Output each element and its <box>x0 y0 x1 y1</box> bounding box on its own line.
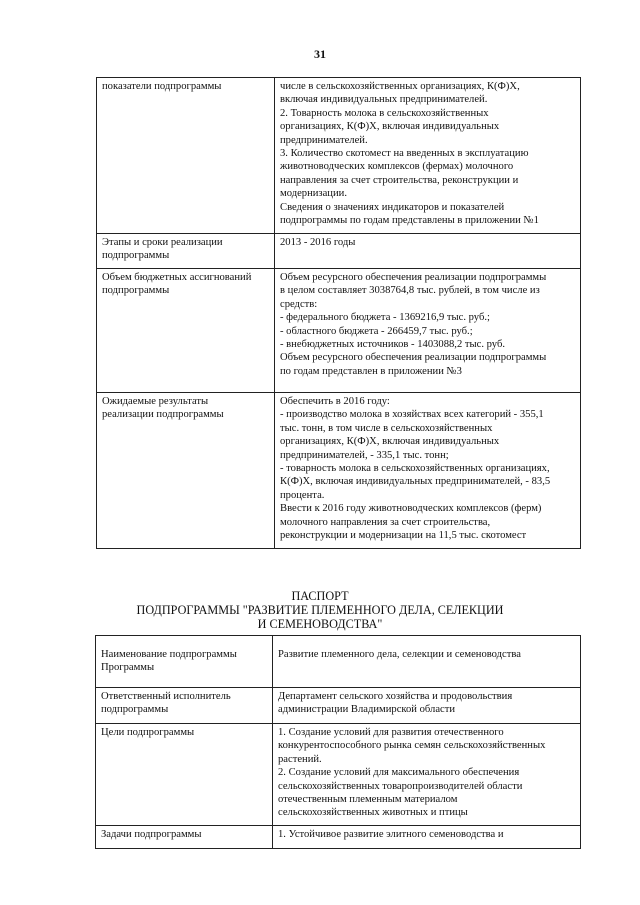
text-line: молочного направления за счет строительства, <box>280 516 491 528</box>
row-label <box>97 269 275 393</box>
text-line: показатели подпрограммы <box>102 81 222 92</box>
text-line: 1. Устойчивое развитие элитного семеноводства и <box>278 829 504 840</box>
table-row <box>97 393 581 549</box>
text-line: администрации Владимирской области <box>278 704 456 716</box>
row-content <box>273 636 581 688</box>
row-content <box>275 393 581 549</box>
text-line: 2013 - 2016 годы <box>280 237 356 248</box>
row-content <box>275 269 581 393</box>
passport-table <box>95 635 581 849</box>
text-line: К(Ф)Х, включая индивидуальных предпринимателей, - 83,5 <box>280 476 551 488</box>
row-content <box>273 688 581 724</box>
row-label <box>96 826 273 849</box>
text-line: Этапы и сроки реализации <box>102 237 223 248</box>
text-line: - областного бюджета - 266459,7 тыс. руб.; <box>280 325 473 337</box>
row-label <box>97 393 275 549</box>
text-line: 2. Создание условий для максимального обеспечения <box>278 767 520 779</box>
row-label <box>97 234 275 269</box>
text-line: средств: <box>280 298 318 310</box>
text-line: конкурентоспособного рынка семян сельскохозяйственных <box>278 740 546 752</box>
text-line: процента. <box>280 489 325 501</box>
table-row <box>97 234 581 269</box>
row-label <box>96 688 273 724</box>
text-line: направления за счет строительства, реконструкции и <box>280 174 519 186</box>
text-line: реконструкции и модернизации на 11,5 тыс. скотомест <box>280 530 527 542</box>
row-content <box>273 826 581 849</box>
text-line: животноводческих комплексов (фермах) молочного <box>280 161 514 173</box>
text-line: Обеспечить в 2016 году: <box>280 396 390 407</box>
row-label <box>96 636 273 688</box>
text-line: растений. <box>278 753 322 765</box>
text-line: Ввести к 2016 году животноводческих комплексов (ферм) <box>280 503 542 515</box>
table-row <box>96 724 581 826</box>
text-line: - внебюджетных источников - 1403088,2 тыс. руб. <box>280 339 506 351</box>
subprogram-table-continued <box>96 77 581 549</box>
text-line: подпрограммы <box>101 704 169 716</box>
page-number: 31 <box>314 47 326 61</box>
row-content <box>273 724 581 826</box>
text-line: организациях, К(Ф)Х, включая индивидуальных <box>280 121 500 133</box>
text-line: подпрограммы по годам представлены в приложении №1 <box>280 215 539 227</box>
text-line: реализации подпрограммы <box>102 409 224 421</box>
text-line: сельскохозяйственных животных и птицы <box>278 807 468 819</box>
text-line: организациях, К(Ф)Х, включая индивидуальных <box>280 436 500 448</box>
row-content <box>275 78 581 234</box>
table-row <box>96 688 581 724</box>
text-line: Цели подпрограммы <box>101 727 195 738</box>
row-content <box>275 234 581 269</box>
table-row <box>96 826 581 849</box>
passport-title-line: И СЕМЕНОВОДСТВА" <box>257 617 383 631</box>
text-line: 2. Товарность молока в сельскохозяйственных <box>280 107 489 119</box>
text-line: Задачи подпрограммы <box>101 829 202 840</box>
text-line: подпрограммы <box>102 285 170 297</box>
text-line: Сведения о значениях индикаторов и показателей <box>280 201 505 213</box>
table-row <box>97 78 581 234</box>
text-line: - товарность молока в сельскохозяйственных организациях, <box>280 463 550 475</box>
passport-title-line: ПОДПРОГРАММЫ "РАЗВИТИЕ ПЛЕМЕННОГО ДЕЛА, СЕЛЕКЦИИ <box>136 603 504 617</box>
text-line: предпринимателей, - 335,1 тыс. тонн; <box>280 449 449 461</box>
text-line: - производство молока в хозяйствах всех категорий - 355,1 <box>280 409 544 421</box>
passport-title-line: ПАСПОРТ <box>291 589 349 603</box>
text-line: подпрограммы <box>102 250 170 262</box>
text-line: включая индивидуальных предпринимателей. <box>280 94 488 106</box>
text-line: Программы <box>101 662 155 674</box>
text-line: отечественным племенным материалом <box>278 794 458 806</box>
table-row <box>96 636 581 688</box>
text-line: по годам представлен в приложении №3 <box>280 365 462 377</box>
text-line: в целом составляет 3038764,8 тыс. рублей, в том числе из <box>280 285 540 297</box>
table-row <box>97 269 581 393</box>
text-line: - федерального бюджета - 1369216,9 тыс. руб.; <box>280 312 490 324</box>
row-label <box>97 78 275 234</box>
text-line: Объем бюджетных ассигнований <box>102 272 252 283</box>
text-line: Развитие племенного дела, селекции и семеноводства <box>278 649 521 660</box>
text-line: Наименование подпрограммы <box>101 649 237 660</box>
text-line: 1. Создание условий для развития отечественного <box>278 727 504 738</box>
text-line: предпринимателей. <box>280 134 368 146</box>
text-line: Департамент сельского хозяйства и продовольствия <box>278 691 513 702</box>
text-line: 3. Количество скотомест на введенных в эксплуатацию <box>280 148 529 160</box>
text-line: Ответственный исполнитель <box>101 691 231 702</box>
passport-title <box>0 589 640 631</box>
text-line: сельскохозяйственных товаропроизводителей области <box>278 780 523 792</box>
text-line: Объем ресурсного обеспечения реализации подпрограммы <box>280 352 547 364</box>
text-line: модернизации. <box>280 188 347 200</box>
text-line: числе в сельскохозяйственных организациях, К(Ф)Х, <box>280 81 520 92</box>
text-line: тыс. тонн, в том числе в сельскохозяйственных <box>280 422 493 434</box>
text-line: Ожидаемые результаты <box>102 396 209 407</box>
row-label <box>96 724 273 826</box>
text-line: Объем ресурсного обеспечения реализации подпрограммы <box>280 272 547 283</box>
